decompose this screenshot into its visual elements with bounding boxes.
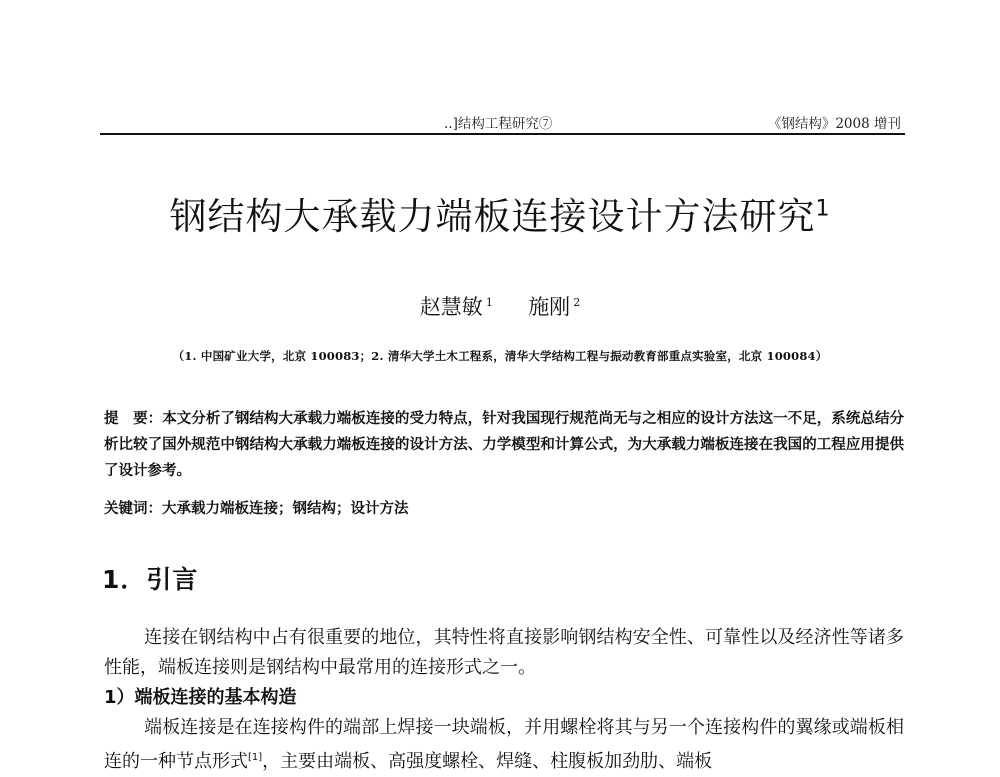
subsection-heading: 1）端板连接的基本构造 (104, 687, 297, 708)
running-header (100, 112, 905, 132)
affiliations: （1. 中国矿业大学，北京 100083；2. 清华大学土木工程系，清华大学结构工程与振动教育部重点实验室，北京 100084） (172, 349, 828, 363)
author-list (0, 291, 1000, 321)
paragraph-text: 端板连接是在连接构件的端部上焊接一块端板，并用螺栓将其与另一个连接构件的翼缘或端板相连的一种节点形式 (104, 717, 904, 772)
paper-title-text: 钢结构大承载力端板连接设计方法研究 (169, 195, 816, 238)
author-name: 施刚 (528, 295, 571, 319)
paper-title (0, 186, 1000, 240)
author-name: 赵慧敏 (419, 295, 483, 319)
author-affiliation-mark: 2 (573, 296, 581, 309)
keywords (104, 496, 904, 522)
keywords-text: 大承载力端板连接；钢结构；设计方法 (162, 501, 409, 517)
keywords-label: 关键词： (104, 501, 162, 517)
author-affiliation-mark: 1 (485, 296, 493, 309)
citation-ref[interactable]: [1] (248, 752, 263, 763)
running-header-right: 《钢结构》2008 增刊 (767, 116, 901, 132)
paragraph-text: 连接在钢结构中占有很重要的地位，其特性将直接影响钢结构安全性、可靠性以及经济性等诸多性能，端板连接则是钢结构中最常用的连接形式之一。 (104, 627, 904, 678)
abstract-label: 提 要： (104, 411, 163, 427)
title-footnote-mark: 1 (815, 196, 831, 222)
section-heading: 1．引言 (102, 565, 199, 594)
paragraph-text: ，主要由端板、高强度螺栓、焊缝、柱腹板加劲肋、端板 (262, 751, 713, 772)
running-header-left: ..]结构工程研究⑦ (444, 116, 553, 132)
header-rule (100, 133, 905, 135)
body-paragraph (104, 713, 904, 777)
abstract-text: 本文分析了钢结构大承载力端板连接的受力特点，针对我国现行规范尚无与之相应的设计方法这一不足，系统总结分析比较了国外规范中钢结构大承载力端板连接的设计方法、力学模型和计算公式，为大承载力端板连接在我国的工程应用提供了设计参考。 (104, 411, 904, 479)
abstract (104, 406, 904, 484)
body-paragraph (104, 623, 904, 683)
